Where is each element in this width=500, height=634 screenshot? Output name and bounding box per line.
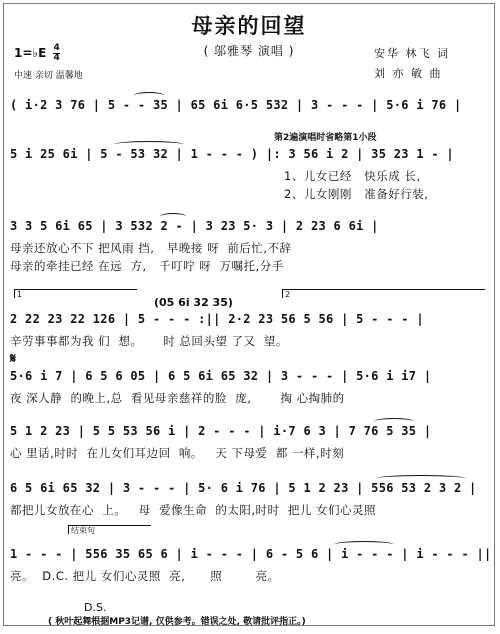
time-denominator: 4 xyxy=(53,53,60,63)
lyric-line-8: 亮。 D.C. 把儿 女们心灵照 亮, 照 亮。 xyxy=(10,569,280,583)
time-numerator: 4 xyxy=(53,43,60,53)
score-sheet xyxy=(3,3,495,626)
coda-label: 结束句 xyxy=(68,525,151,534)
lyric-line-3-verse-2: 母亲的牵挂已经 在远 方, 千叮咛 呀 万嘱托,分手 xyxy=(10,259,284,273)
lyric-line-3-verse-1: 母亲还放心不下 把风雨 挡, 早晚接 呀 前后忙,不辞 xyxy=(10,241,292,255)
notation-line-5: 5·6 i 7 | 6 5 6 05 | 6 5 6i 65 32 | 3 - - - | 5·6 i i7 | xyxy=(10,369,432,383)
volta-first-ending: 1 xyxy=(14,289,137,298)
slur-mark xyxy=(376,475,466,482)
tempo-marking: 中速 亲切 温馨地 xyxy=(14,71,83,81)
segno-sign: 𝄋 xyxy=(10,351,17,367)
key-signature xyxy=(14,44,60,63)
lyric-line-2-verse-2: 2、儿女刚刚 准备好行装, xyxy=(284,187,429,201)
composer-credit: 刘 亦 敏 曲 xyxy=(374,67,443,80)
lyric-line-4: 辛劳事事都为我 们 想。 时 总回头望 了又 望。 xyxy=(10,334,288,348)
dal-segno-label: D.S. xyxy=(84,601,107,614)
instrumental-insert: (05 6i 32 35) xyxy=(154,296,233,309)
lyric-line-6: 心 里话,时时 在儿女们耳边回 响。 天 下母爱 都 一样,时刻 xyxy=(10,446,345,460)
lyric-line-5: 夜 深人静 的晚上,总 看见母亲慈祥的脸 庞, 掏 心掏肺的 xyxy=(10,391,345,405)
volta-second-ending: 2 xyxy=(282,289,485,298)
repeat-annotation: 第2遍演唱时省略第1小段 xyxy=(274,133,377,143)
lyric-line-2-verse-1: 1、儿女已经 快乐成 长, xyxy=(284,169,421,183)
footer-line xyxy=(10,588,490,626)
slur-mark xyxy=(134,92,164,99)
notation-line-4: 2 22 23 22 126 | 5 - - - :|| 2·2 23 56 5 56 | 5 - - - | xyxy=(10,312,424,326)
notation-line-6: 5 1 2 23 | 5 5 53 56 i | 2 - - - | i·7 6 3 | 7 76 5 35 | xyxy=(10,424,432,438)
notation-line-7: 6 5 6i 65 32 | 3 - - - | 5· 6 i 76 | 5 1 2 23 | 556 53 2 3 2 | xyxy=(10,481,477,495)
slur-mark xyxy=(160,213,186,220)
lyricist-credit: 安华 林飞 词 xyxy=(374,47,450,60)
notation-line-2: 5 i 25 6i | 5 - 53 32 | 1 - - - ) |: 3 56 i 2 | 35 23 1 - | xyxy=(10,147,454,161)
notation-line-3: 3 3 5 6i 65 | 3 532 2 - | 3 23 5· 3 | 2 23 6 6i | xyxy=(10,219,379,233)
slur-mark xyxy=(374,418,414,425)
time-signature xyxy=(53,44,59,63)
slur-mark xyxy=(114,141,184,148)
notation-line-1: ( i·2 3 76 | 5 - - 35 | 65 6i 6·5 532 | 3 - - - | 5·6 i 76 | xyxy=(10,98,462,112)
lyric-line-7: 都把儿女放在心 上。 母 爱像生命 的太阳,时时 把儿 女们心灵照 xyxy=(10,503,377,517)
performer-credit: ( 邬雅琴 演唱 ) xyxy=(203,44,295,58)
slur-mark xyxy=(334,541,394,548)
transcription-note: ( 秋叶起舞根据MP3记谱, 仅供参考。错误之处, 敬请批评指正。) xyxy=(48,617,306,626)
song-title: 母亲的回望 xyxy=(191,14,307,38)
key-label: 1=♭E xyxy=(14,46,47,60)
notation-line-8: 1 - - - | 556 35 65 6 | i - - - | 6 - 5 6 | i - - - | i - - - || xyxy=(10,547,492,561)
